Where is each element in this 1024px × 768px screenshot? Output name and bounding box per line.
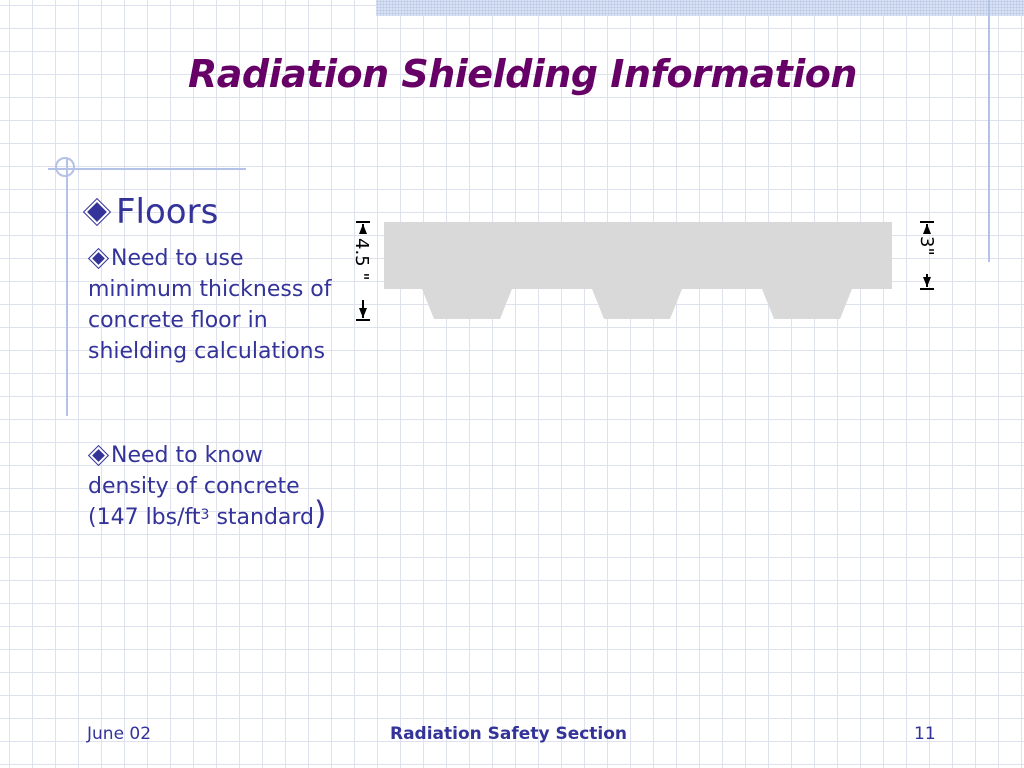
sub-bullet-text-end: standard [216, 505, 315, 530]
superscript-three: 3 [200, 507, 210, 523]
concrete-rib [762, 289, 852, 319]
sub-bullet-text: Need to use minimum thickness of concrete floor in shielding calculations [88, 246, 332, 364]
top-decorative-band [376, 0, 1024, 16]
concrete-slab [384, 222, 892, 289]
diamond-bullet-icon [84, 199, 109, 224]
footer-section-name: Radiation Safety Section [390, 724, 628, 744]
ring-ornament-icon [55, 157, 75, 177]
left-vertical-rule [66, 158, 68, 416]
bullet-floors [88, 192, 218, 232]
slide-title: Radiation Shielding Information [188, 52, 857, 96]
left-dimension-label: 4.5 " [351, 238, 372, 281]
concrete-rib [422, 289, 512, 319]
sub-bullet-text: Need to know density of concrete (147 lbs/ft [88, 443, 300, 530]
diamond-bullet-icon [89, 446, 107, 464]
horizontal-rule [48, 168, 246, 170]
sub-bullet-density [88, 440, 338, 533]
closing-paren: ) [314, 494, 327, 532]
footer-date: June 02 [87, 724, 152, 744]
footer-page-number: 11 [914, 724, 936, 744]
concrete-floor-diagram [340, 212, 950, 332]
right-dimension-label: 3" [916, 236, 937, 256]
concrete-rib [592, 289, 682, 319]
right-vertical-rule [988, 0, 990, 262]
sub-bullet-minimum-thickness [88, 243, 338, 367]
bullet-floors-label: Floors [116, 192, 219, 232]
diamond-bullet-icon [89, 249, 107, 267]
